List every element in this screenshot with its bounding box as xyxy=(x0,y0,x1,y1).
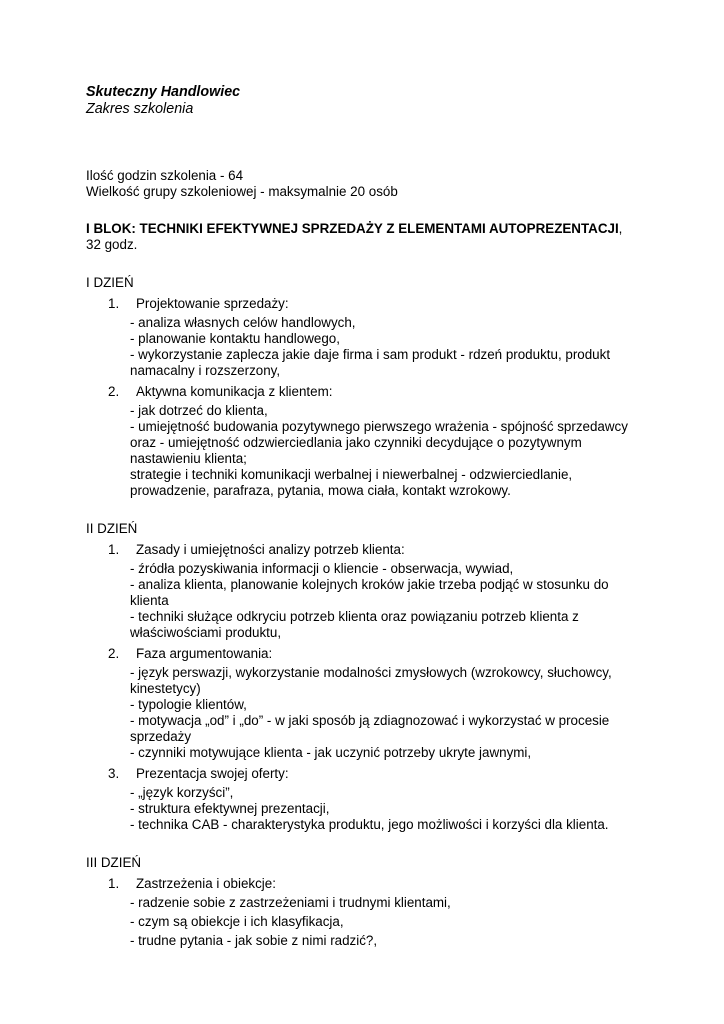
item-title: Aktywna komunikacja z klientem: xyxy=(136,384,333,399)
day-section xyxy=(86,855,646,949)
item-title: Zasady i umiejętności analizy potrzeb klienta: xyxy=(136,542,405,557)
detail-line: - analiza własnych celów handlowych, xyxy=(130,315,356,330)
item-number: 2. xyxy=(108,646,120,661)
day-section xyxy=(86,275,646,499)
item-number: 1. xyxy=(108,876,120,891)
block-heading xyxy=(86,221,646,253)
item-title: Prezentacja swojej oferty: xyxy=(136,766,289,781)
detail-line: - umiejętność budowania pozytywnego pierwszego wrażenia - spójność sprzedawcy oraz - umiejętność odzwierciedlania jako czynniki decydujące o pozytywnym nastawieniu klienta; xyxy=(130,419,628,466)
document-page xyxy=(86,84,646,952)
detail-line: - struktura efektywnej prezentacji, xyxy=(130,801,330,816)
day-title: II DZIEŃ xyxy=(86,521,138,536)
item-details xyxy=(130,561,646,641)
item-details xyxy=(130,315,646,379)
detail-line: - jak dotrzeć do klienta, xyxy=(130,403,268,418)
detail-line: - „język korzyści”, xyxy=(130,785,234,800)
item-details xyxy=(130,665,646,761)
detail-line: - wykorzystanie zaplecza jakie daje firma i sam produkt - rdzeń produktu, produkt namacalny i rozszerzony, xyxy=(130,347,611,378)
detail-line: strategie i techniki komunikacji werbalnej i niewerbalnej - odzwierciedlanie, prowadzenie, parafraza, pytania, mowa ciała, kontakt wzrokowy. xyxy=(130,467,573,498)
block-comma: , xyxy=(618,221,623,236)
item-number: 1. xyxy=(108,542,120,557)
detail-line: - trudne pytania - jak sobie z nimi radzić?, xyxy=(130,933,378,948)
detail-line: - techniki służące odkryciu potrzeb klienta oraz powiązaniu potrzeb klienta z właściwościami produktu, xyxy=(130,609,579,640)
list-item xyxy=(108,646,646,761)
day-title: I DZIEŃ xyxy=(86,275,134,290)
item-title: Faza argumentowania: xyxy=(136,646,273,661)
item-details xyxy=(130,403,646,499)
detail-line: - czym są obiekcje i ich klasyfikacja, xyxy=(130,914,344,929)
detail-line: - język perswazji, wykorzystanie modalności zmysłowych (wzrokowcy, słuchowcy, kinestetycy) xyxy=(130,665,612,696)
block-hours: 32 godz. xyxy=(86,237,138,252)
item-number: 3. xyxy=(108,766,120,781)
list-item xyxy=(108,542,646,641)
item-details xyxy=(130,785,646,833)
list-item xyxy=(108,384,646,499)
day-title: III DZIEŃ xyxy=(86,855,142,870)
detail-line: - analiza klienta, planowanie kolejnych kroków jakie trzeba podjąć w stosunku do klienta xyxy=(130,577,609,608)
document-title: Skuteczny Handlowiec xyxy=(86,84,241,100)
training-info xyxy=(86,168,646,200)
list-item xyxy=(108,766,646,833)
list-item xyxy=(108,876,646,949)
detail-line: - czynniki motywujące klienta - jak uczynić potrzeby ukryte jawnymi, xyxy=(130,745,532,760)
item-number: 1. xyxy=(108,296,120,311)
block-title: I BLOK: TECHNIKI EFEKTYWNEJ SPRZEDAŻY Z ELEMENTAMI AUTOPREZENTACJI xyxy=(86,221,619,236)
item-title: Projektowanie sprzedaży: xyxy=(136,296,289,311)
detail-line: - motywacja „od” i „do” - w jaki sposób ją zdiagnozować i wykorzystać w procesie sprzedaży xyxy=(130,713,610,744)
detail-line: - źródła pozyskiwania informacji o kliencie - obserwacja, wywiad, xyxy=(130,561,514,576)
detail-line: - technika CAB - charakterystyka produktu, jego możliwości i korzyści dla klienta. xyxy=(130,817,609,832)
group-size: Wielkość grupy szkoleniowej - maksymalnie 20 osób xyxy=(86,184,398,199)
detail-line: - radzenie sobie z zastrzeżeniami i trudnymi klientami, xyxy=(130,895,451,910)
list-item xyxy=(108,296,646,379)
detail-line: - planowanie kontaktu handlowego, xyxy=(130,331,340,346)
document-subtitle: Zakres szkolenia xyxy=(86,101,194,117)
detail-line: - typologie klientów, xyxy=(130,697,247,712)
training-hours: Ilość godzin szkolenia - 64 xyxy=(86,168,244,183)
item-details xyxy=(130,895,646,949)
day-section xyxy=(86,521,646,833)
item-title: Zastrzeżenia i obiekcje: xyxy=(136,876,276,891)
item-number: 2. xyxy=(108,384,120,399)
